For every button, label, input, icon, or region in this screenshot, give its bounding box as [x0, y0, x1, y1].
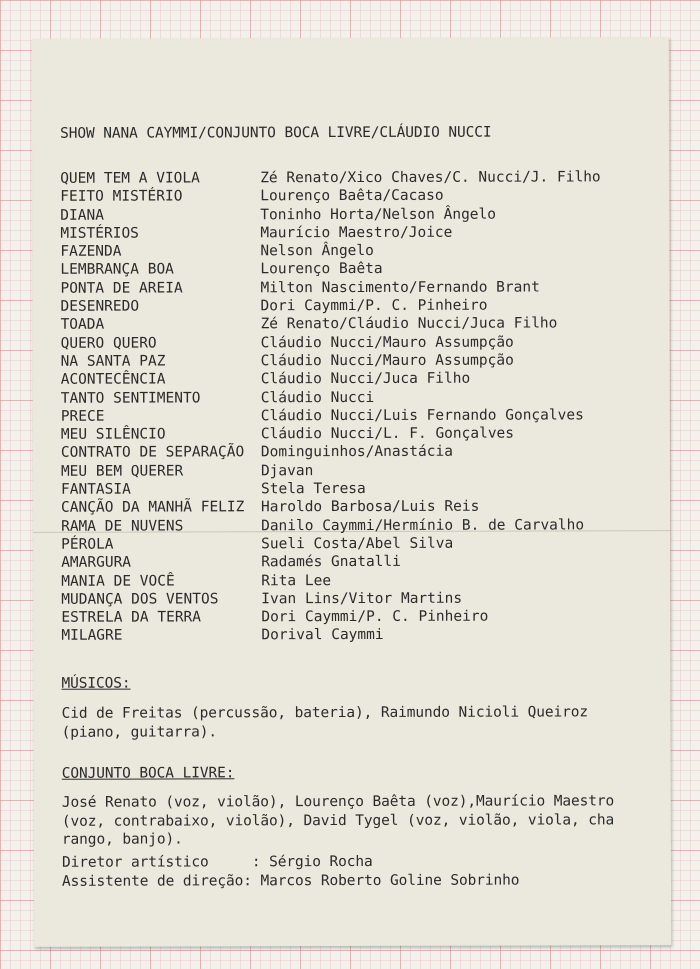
song-title: ACONTECÊNCIA [60, 371, 166, 389]
musicos-heading: MÚSICOS: [61, 675, 131, 692]
song-authors: Nelson Ângelo [260, 243, 374, 260]
program-sheet [32, 37, 671, 947]
song-authors: Stela Teresa [260, 481, 366, 498]
song-authors: Danilo Caymmi/Hermínio B. de Carvalho [261, 517, 585, 534]
song-authors: Cláudio Nucci/Mauro Assumpção [260, 352, 514, 370]
song-title: PONTA DE AREIA [60, 280, 183, 297]
song-title: QUERO QUERO [60, 335, 157, 352]
song-title: FAZENDA [60, 243, 122, 260]
song-authors: Sueli Costa/Abel Silva [261, 535, 454, 553]
song-authors: Lourenço Baêta [260, 261, 383, 278]
boca-livre-heading: CONJUNTO BOCA LIVRE: [61, 765, 235, 782]
song-authors: Maurício Maestro/Joice [260, 224, 453, 242]
song-title: DIANA [60, 207, 104, 224]
song-authors: Cláudio Nucci [260, 389, 375, 406]
song-authors: Cláudio Nucci/L. F. Gonçalves [260, 425, 515, 443]
song-title: MILAGRE [61, 628, 123, 645]
song-title: MANIA DE VOCÊ [61, 572, 175, 590]
song-list [60, 169, 601, 647]
song-title: TOADA [60, 317, 105, 334]
song-title: AMARGURA [61, 554, 132, 571]
credits-text: Diretor artístico : Sérgio Rocha Assistente de direção: Marcos Roberto Goline Sobrinho [61, 853, 520, 890]
song-title: MEU SILÊNCIO [60, 426, 166, 443]
song-authors: Dominguinhos/Anastácia [260, 444, 453, 461]
song-authors: Milton Nascimento/Fernando Brant [260, 279, 540, 297]
song-title: CANÇÃO DA MANHÃ FELIZ [61, 499, 245, 517]
song-title: DESENREDO [60, 298, 140, 315]
song-authors: Toninho Horta/Nelson Ângelo [260, 206, 496, 223]
musicos-text: Cid de Freitas (percussão, bateria), Raimundo Nicioli Queiroz (piano, guitarra). [61, 704, 589, 741]
song-title: CONTRATO DE SEPARAÇÃO [60, 444, 245, 462]
song-title: MISTÉRIOS [60, 225, 139, 242]
song-title: NA SANTA PAZ [60, 353, 166, 370]
song-authors: Radamés Gnatalli [261, 554, 401, 571]
boca-livre-text: José Renato (voz, violão), Lourenço Baêta (voz),Maurício Maestro (voz, contrabaixo, violão), David Tygel (voz, violão, viola, cha rango, banjo). [61, 793, 615, 848]
song-authors: Lourenço Baêta/Cacaso [260, 188, 444, 205]
song-title: PRECE [60, 408, 105, 425]
song-authors: Dori Caymmi/P. C. Pinheiro [260, 297, 488, 315]
song-title: FEITO MISTÉRIO [60, 188, 183, 206]
song-title: QUEM TEM A VIOLA [60, 170, 200, 187]
song-authors: Dori Caymmi/P. C. Pinheiro [261, 608, 489, 626]
song-title: LEMBRANÇA BOA [60, 261, 174, 279]
song-authors: Zé Renato/Xico Chaves/C. Nucci/J. Filho [260, 169, 601, 187]
song-title: MUDANÇA DOS VENTOS [61, 591, 219, 608]
song-authors: Dorival Caymmi [261, 627, 384, 644]
song-title: TANTO SENTIMENTO [60, 389, 201, 407]
song-authors: Zé Renato/Cláudio Nucci/Juca Filho [260, 315, 558, 333]
song-authors: Cláudio Nucci/Juca Filho [260, 370, 471, 388]
page-title: SHOW NANA CAYMMI/CONJUNTO BOCA LIVRE/CLÁUDIO NUCCI [60, 124, 492, 142]
song-authors: Rita Lee [261, 572, 332, 589]
song-authors: Ivan Lins/Vitor Martins [261, 590, 463, 608]
song-authors: Haroldo Barbosa/Luis Reis [261, 499, 480, 516]
song-authors: Cláudio Nucci/Mauro Assumpção [260, 334, 514, 351]
song-title: MEU BEM QUERER [60, 463, 184, 480]
song-authors: Djavan [260, 462, 314, 479]
song-authors: Cláudio Nucci/Luis Fernando Gonçalves [260, 407, 584, 425]
song-title: PÉROLA [61, 536, 114, 553]
song-title: ESTRELA DA TERRA [61, 609, 202, 626]
song-title: RAMA DE NUVENS [61, 518, 184, 535]
song-title: FANTASIA [60, 481, 131, 498]
